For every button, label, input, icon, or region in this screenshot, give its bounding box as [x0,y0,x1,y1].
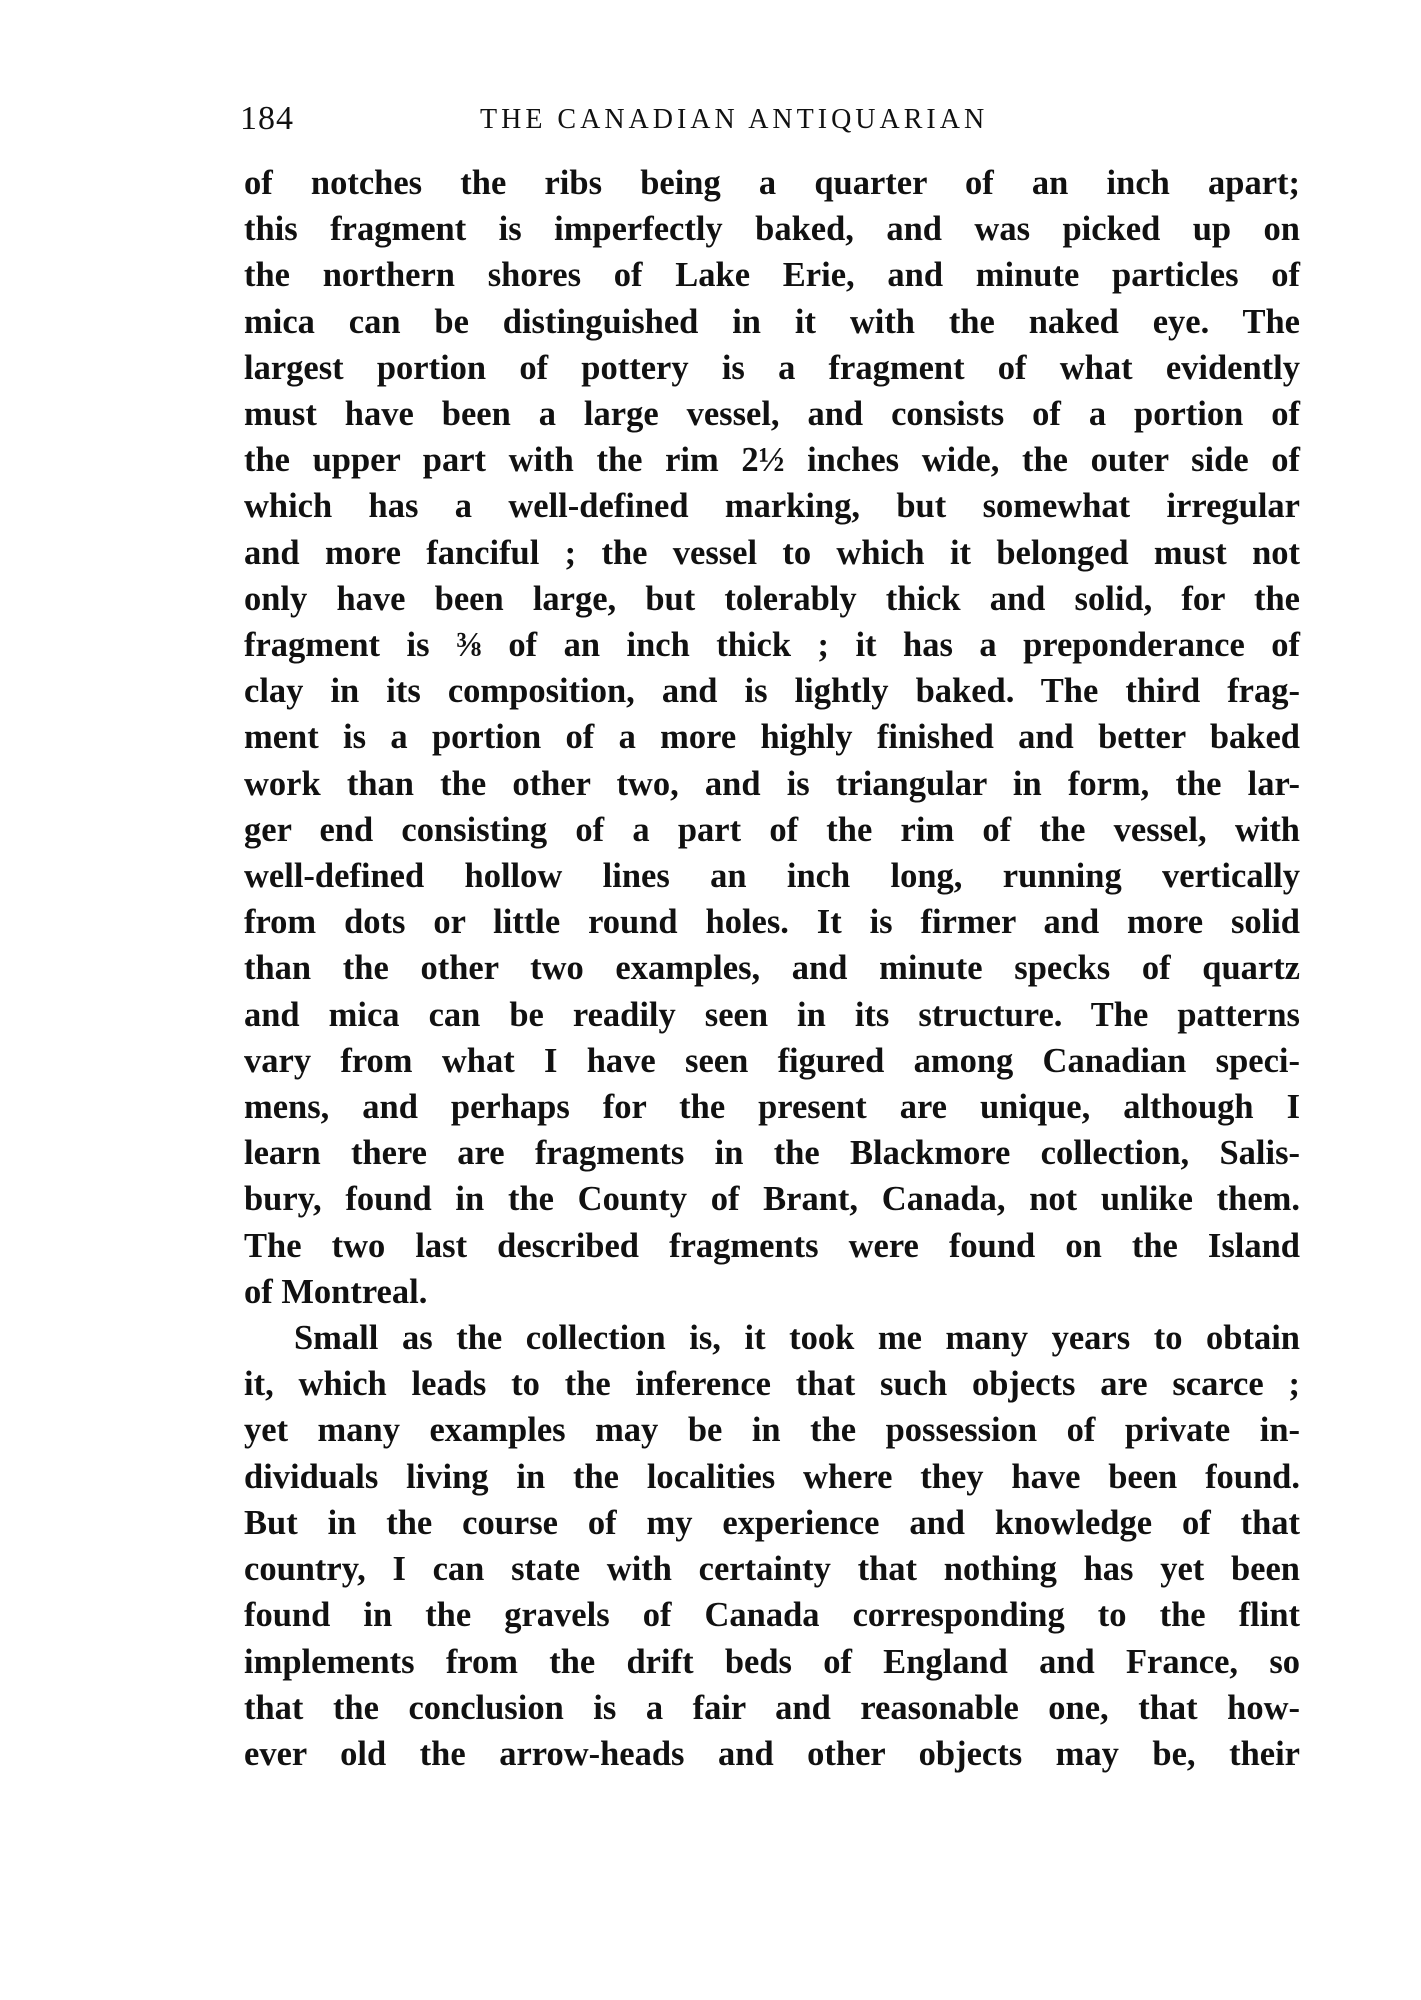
text-line: of notches the ribs being a quarter of an inch apart; [244,164,1300,202]
running-title: THE CANADIAN ANTIQUARIAN [480,104,989,135]
text-line: mens, and perhaps for the present are unique, although I [244,1088,1300,1127]
text-line: only have been large, but tolerably thick and solid, for the [244,579,1300,618]
text-line: that the conclusion is a fair and reasonable one, that how- [244,1688,1300,1727]
text-line: it, which leads to the inference that such objects are scarce ; [244,1365,1300,1404]
text-line: country, I can state with certainty that nothing has yet been [244,1550,1300,1589]
text-line: ment is a portion of a more highly finished and better baked [244,718,1300,757]
text-line: found in the gravels of Canada corresponding to the flint [244,1596,1300,1635]
text-line: which has a well-defined marking, but somewhat irregular [244,487,1300,526]
text-line: vary from what I have seen figured among Canadian speci- [244,1041,1300,1080]
text-line: must have been a large vessel, and consists of a portion of [244,395,1300,434]
text-line: largest portion of pottery is a fragment of what evidently [244,348,1300,387]
body-text [244,160,1300,1777]
text-line: The two last described fragments were found on the Island [244,1226,1300,1265]
paragraph-1 [244,160,1300,1315]
text-line: ever old the arrow-heads and other objects may be, their [244,1734,1300,1773]
text-line: the northern shores of Lake Erie, and minute particles of [244,256,1300,295]
text-line: and more fanciful ; the vessel to which it belonged must not [244,533,1300,572]
text-line: learn there are fragments in the Blackmore collection, Salis- [244,1134,1300,1173]
text-line: ger end consisting of a part of the rim of the vessel, with [244,810,1300,849]
page-number: 184 [240,100,294,137]
paragraph-2 [244,1315,1300,1777]
text-line: bury, found in the County of Brant, Canada, not unlike them. [244,1180,1300,1219]
text-line: from dots or little round holes. It is firmer and more solid [244,903,1300,942]
text-line: than the other two examples, and minute specks of quartz [244,949,1300,988]
text-line: this fragment is imperfectly baked, and was picked up on [244,210,1300,249]
text-line: clay in its composition, and is lightly baked. The third frag- [244,672,1300,711]
text-line: yet many examples may be in the possession of private in- [244,1411,1300,1450]
text-line: well-defined hollow lines an inch long, running vertically [244,857,1300,896]
text-line: mica can be distinguished in it with the naked eye. The [244,302,1300,341]
text-line: dividuals living in the localities where they have been found. [244,1457,1300,1496]
text-line: and mica can be readily seen in its structure. The patterns [244,995,1300,1034]
text-line: But in the course of my experience and knowledge of that [244,1503,1300,1542]
text-line: of Montreal. [244,1272,428,1311]
text-line: Small as the collection is, it took me many years to obtain [294,1319,1300,1358]
text-line: implements from the drift beds of England and France, so [244,1642,1300,1681]
text-line: work than the other two, and is triangular in form, the lar- [244,764,1300,803]
text-line: the upper part with the rim 2½ inches wide, the outer side of [244,441,1300,480]
page-header [240,100,1300,150]
text-line: fragment is ⅜ of an inch thick ; it has a preponderance of [244,626,1300,665]
